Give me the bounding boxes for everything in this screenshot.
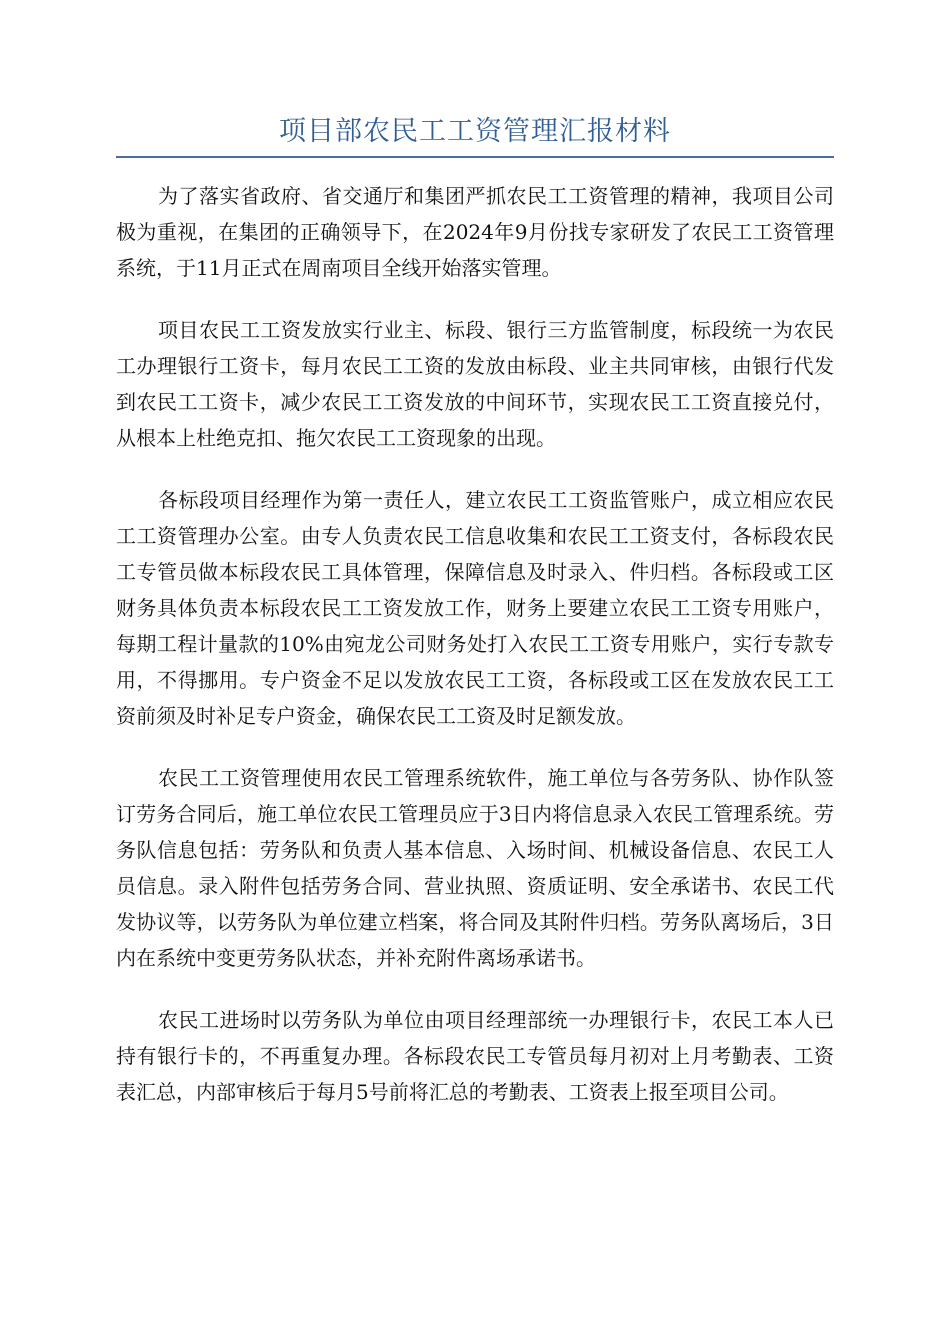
paragraph: 项目农民工工资发放实行业主、标段、银行三方监管制度，标段统一为农民工办理银行工资卡，每月农民工工资的发放由标段、业主共同审核，由银行代发到农民工工资卡，减少农民工工资发放的中间环节，实现农民工工资直接兑付，从根本上杜绝克扣、拖欠农民工工资现象的出现。	[116, 318, 834, 450]
paragraph: 各标段项目经理作为第一责任人，建立农民工工资监管账户，成立相应农民工工资管理办公室。由专人负责农民工信息收集和农民工工资支付，各标段农民工专管员做本标段农民工具体管理，保障信息及时录入、件归档。各标段或工区财务具体负责本标段农民工工资发放工作，财务上要建立农民工工资专用账户，每期工程计量款的10%由宛龙公司财务处打入农民工工资专用账户，实行专款专用，不得挪用。专户资金不足以发放农民工工资，各标段或工区在发放农民工工资前须及时补足专户资金，确保农民工工资及时足额发放。	[116, 488, 834, 728]
document-body	[116, 178, 834, 1136]
document-title: 项目部农民工工资管理汇报材料	[279, 116, 671, 147]
title-block	[116, 112, 834, 158]
paragraph: 农民工进场时以劳务队为单位由项目经理部统一办理银行卡，农民工本人已持有银行卡的，不再重复办理。各标段农民工专管员每月初对上月考勤表、工资表汇总，内部审核后于每月5号前将汇总的考勤表、工资表上报至项目公司。	[116, 1008, 834, 1104]
paragraph: 为了落实省政府、省交通厅和集团严抓农民工工资管理的精神，我项目公司极为重视，在集团的正确领导下，在2024年9月份找专家研发了农民工工资管理系统，于11月正式在周南项目全线开始落实管理。	[116, 184, 834, 280]
paragraph: 农民工工资管理使用农民工管理系统软件，施工单位与各劳务队、协作队签订劳务合同后，施工单位农民工管理员应于3日内将信息录入农民工管理系统。劳务队信息包括：劳务队和负责人基本信息、入场时间、机械设备信息、农民工人员信息。录入附件包括劳务合同、营业执照、资质证明、安全承诺书、农民工代发协议等，以劳务队为单位建立档案，将合同及其附件归档。劳务队离场后，3日内在系统中变更劳务队状态，并补充附件离场承诺书。	[116, 766, 834, 970]
